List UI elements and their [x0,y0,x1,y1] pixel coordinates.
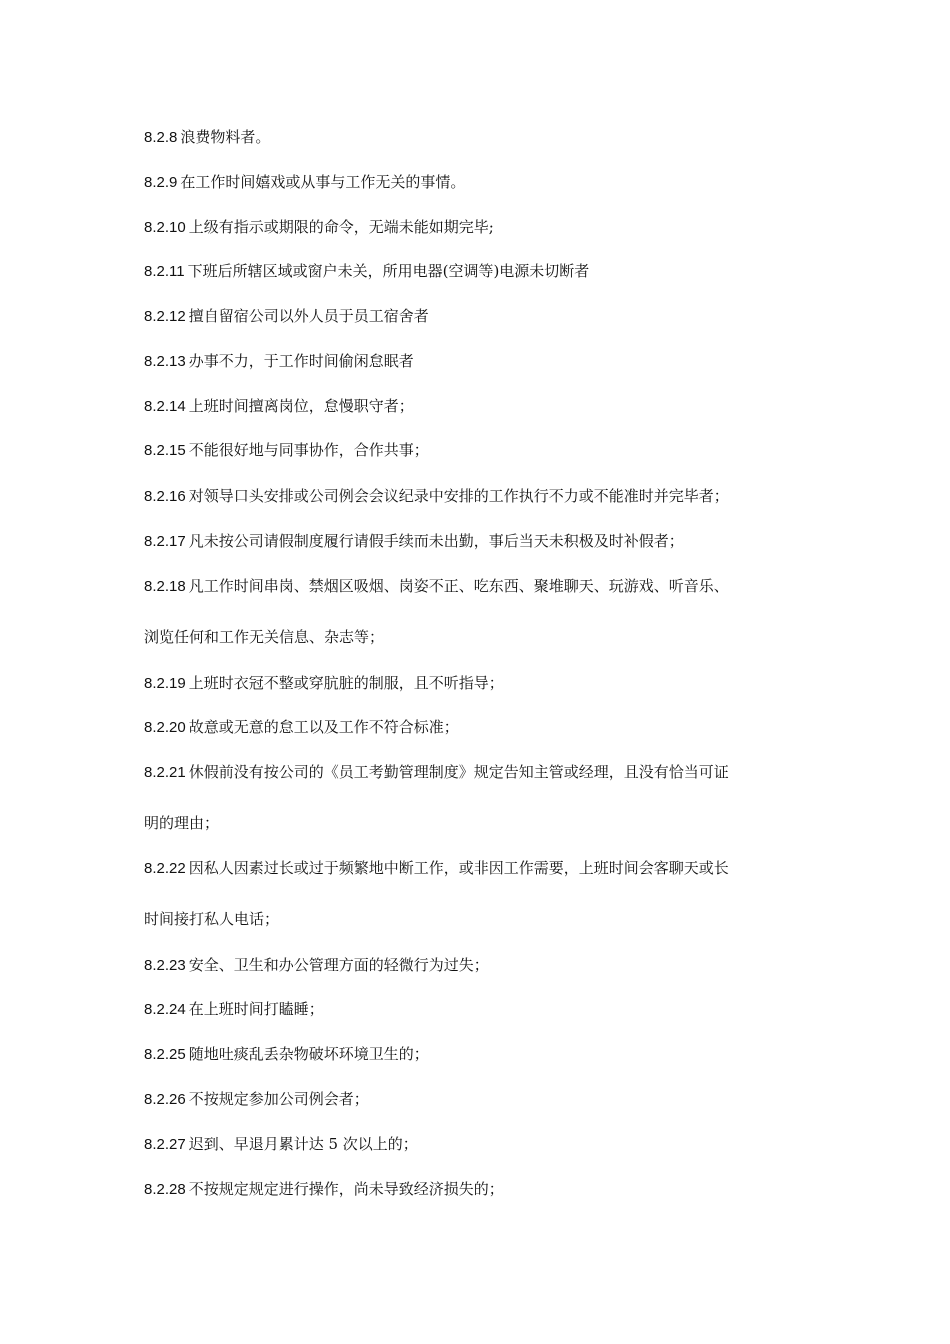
clause-8-2-9 [144,172,824,193]
clause-number: 8.2.17 [144,533,186,550]
clause-text: 上班时间擅离岗位，怠慢职守者； [188,397,414,415]
clause-number: 8.2.28 [144,1181,186,1198]
clause-text: 不按规定参加公司例会者； [188,1090,369,1108]
clause-8-2-28 [144,1179,824,1200]
clause-number: 8.2.10 [144,219,186,236]
clause-text: 凡工作时间串岗、禁烟区吸烟、岗姿不正、吃东西、聚堆聊天、玩游戏、听音乐、 [188,577,729,595]
clause-8-2-25 [144,1044,824,1065]
clause-text: 办事不力，于工作时间偷闲怠眠者 [188,352,414,370]
clause-number: 8.2.12 [144,308,186,325]
clause-8-2-21 [144,762,824,783]
clause-number: 8.2.15 [144,442,186,459]
clause-text: 在工作时间嬉戏或从事与工作无关的事情。 [180,173,466,191]
clause-text: 安全、卫生和办公管理方面的轻微行为过失； [188,956,489,974]
clause-number: 8.2.25 [144,1046,186,1063]
clause-text: 对领导口头安排或公司例会会议纪录中安排的工作执行不力或不能准时并完毕者； [188,487,729,505]
clause-8-2-18-continuation [144,627,824,647]
clause-number: 8.2.18 [144,578,186,595]
clause-number: 8.2.19 [144,675,186,692]
clause-8-2-19 [144,673,824,694]
clause-number: 8.2.11 [144,263,185,280]
clause-8-2-13 [144,351,824,372]
clause-text: 浪费物料者。 [180,128,271,146]
clause-8-2-24 [144,999,824,1020]
clause-8-2-8 [144,127,824,148]
clause-text: 擅自留宿公司以外人员于员工宿舍者 [188,307,429,325]
clause-8-2-22 [144,858,824,879]
clause-number: 8.2.8 [144,129,178,146]
clause-number: 8.2.26 [144,1091,186,1108]
clause-8-2-11 [144,261,824,282]
clause-8-2-18 [144,576,824,597]
clause-text: 不按规定规定进行操作，尚未导致经济损失的； [188,1180,504,1198]
clause-text: 不能很好地与同事协作，合作共事； [188,441,429,459]
clause-8-2-14 [144,396,824,417]
clause-text: 故意或无意的怠工以及工作不符合标准； [188,718,459,736]
clause-8-2-15 [144,440,824,461]
clause-text-continuation: 浏览任何和工作无关信息、杂志等； [144,628,385,646]
clause-number: 8.2.21 [144,764,186,781]
clause-8-2-27 [144,1134,824,1155]
clause-8-2-22-continuation [144,909,824,929]
clause-number: 8.2.22 [144,860,186,877]
clause-text: 上级有指示或期限的命令，无端未能如期完毕; [188,218,494,236]
clause-8-2-16 [144,486,824,507]
clause-text-continuation: 时间接打私人电话； [144,910,280,928]
clause-number: 8.2.14 [144,398,186,415]
clause-8-2-21-continuation [144,813,824,833]
clause-number: 8.2.24 [144,1001,186,1018]
clause-8-2-12 [144,306,824,327]
clause-number: 8.2.20 [144,719,186,736]
clause-text: 上班时衣冠不整或穿肮脏的制服，且不听指导； [188,674,504,692]
clause-number: 8.2.27 [144,1136,186,1153]
clause-number: 8.2.23 [144,957,186,974]
clause-text: 凡未按公司请假制度履行请假手续而未出勤，事后当天未积极及时补假者； [188,532,684,550]
clause-8-2-20 [144,717,824,738]
clause-8-2-23 [144,955,824,976]
clause-text: 休假前没有按公司的《员工考勤管理制度》规定告知主管或经理，且没有恰当可证 [188,763,729,781]
clause-8-2-10 [144,217,824,238]
clause-number: 8.2.9 [144,174,178,191]
clause-text: 在上班时间打瞌睡； [188,1000,324,1018]
clause-number: 8.2.16 [144,488,186,505]
clause-text: 因私人因素过长或过于频繁地中断工作，或非因工作需要，上班时间会客聊天或长 [188,859,729,877]
clause-8-2-17 [144,531,824,552]
clause-text: 下班后所辖区域或窗户未关，所用电器(空调等)电源未切断者 [187,262,590,280]
clause-text: 随地吐痰乱丢杂物破坏环境卫生的； [188,1045,429,1063]
clause-number: 8.2.13 [144,353,186,370]
clause-text-continuation: 明的理由； [144,814,220,832]
clause-8-2-26 [144,1089,824,1110]
clause-text: 迟到、早退月累计达 5 次以上的； [188,1135,418,1153]
